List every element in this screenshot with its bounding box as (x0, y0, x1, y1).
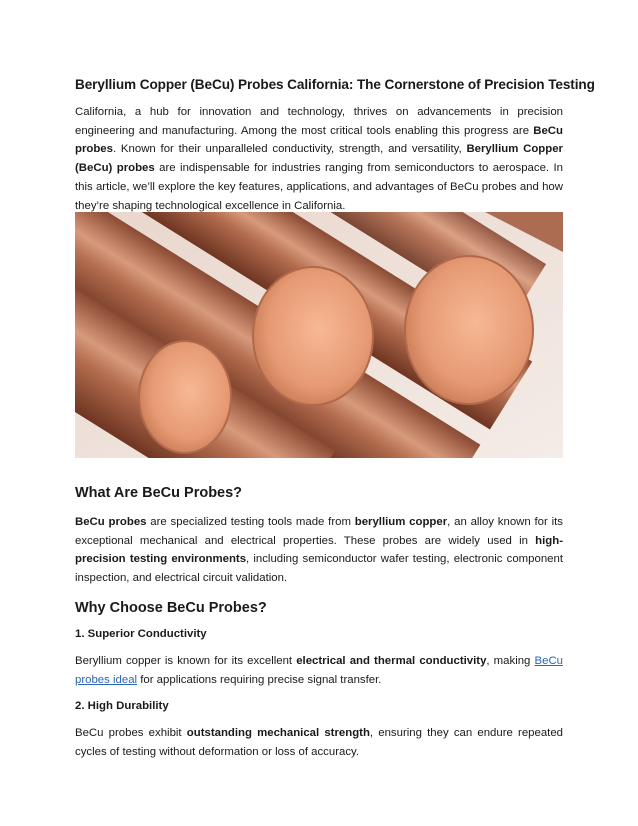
article-body (75, 484, 563, 762)
what-paragraph (75, 513, 563, 588)
s1-text-3: for applications requiring precise signal transfer. (137, 673, 382, 686)
becu-probes-link[interactable]: BeCu probes ideal (75, 654, 564, 686)
what-bold-3: high-precision testing environments (75, 534, 563, 566)
s1-text-1: Beryllium copper is known for its excellent (75, 654, 297, 667)
what-text-2: , an alloy known for its exceptional mechanical and electrical properties. These probes are widely used in (75, 516, 563, 547)
intro-bold-1: BeCu probes (75, 124, 563, 156)
what-heading: What Are BeCu Probes? (75, 485, 243, 501)
what-bold-2: beryllium copper (354, 516, 448, 528)
section-1-paragraph (75, 652, 563, 689)
article-title: Beryllium Copper (BeCu) Probes California: The Cornerstone of Precision Testing (75, 77, 595, 92)
s1-bold-1: electrical and thermal conductivity (296, 654, 487, 667)
s2-text-2: , ensuring they can endure repeated cycles of testing without deformation or loss of accuracy. (75, 727, 563, 758)
why-heading: Why Choose BeCu Probes? (75, 599, 267, 616)
s1-text-2: , making (486, 654, 535, 667)
intro-text-2: . Known for their unparalleled conductivity, strength, and versatility, (112, 143, 467, 156)
what-text-1: are specialized testing tools made from (146, 516, 355, 528)
intro-paragraph (75, 103, 563, 215)
s2-text-1: BeCu probes exhibit (75, 727, 187, 740)
section-2-heading: 2. High Durability (75, 700, 169, 713)
what-bold-1: BeCu probes (75, 516, 147, 528)
intro-text-1: California, a hub for innovation and technology, thrives on advancements in precision engineering and manufacturing. Among the most critical tools enabling this progress are (75, 106, 563, 137)
article-top (75, 76, 595, 215)
copper-rods-image (75, 212, 563, 458)
s2-bold-1: outstanding mechanical strength (186, 727, 370, 740)
section-2-paragraph (75, 724, 563, 761)
intro-text-3: are indispensable for industries ranging from semiconductors to aerospace. In this article, we’ll explore the key features, applications, and advantages of BeCu probes and how they’re shaping technological excellence in California. (75, 162, 563, 212)
intro-bold-2: Beryllium Copper (BeCu) probes (75, 143, 563, 175)
section-1-heading: 1. Superior Conductivity (75, 627, 207, 640)
what-text-3: , including semiconductor wafer testing, electronic component inspection, and electrical circuit validation. (75, 553, 563, 585)
